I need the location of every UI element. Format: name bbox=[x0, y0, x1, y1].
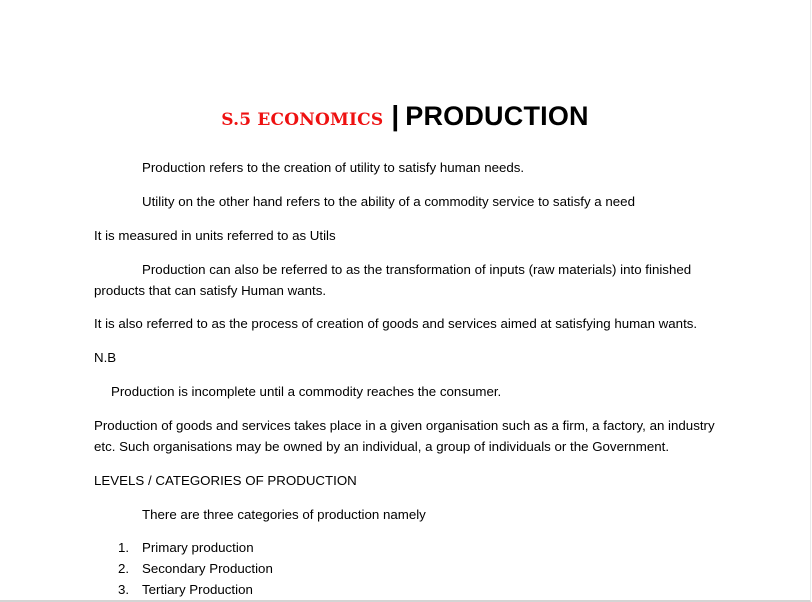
nb-text: Production is incomplete until a commodity reaches the consumer. bbox=[111, 384, 502, 399]
list-item-number: 2. bbox=[118, 561, 130, 576]
paragraph-transformation-line2: products that can satisfy Human wants. bbox=[94, 283, 327, 298]
list-item-number: 1. bbox=[118, 540, 130, 555]
paragraph-organisation-line2: etc. Such organisations may be owned by an individual, a group of individuals or the Government. bbox=[94, 439, 670, 454]
paragraph-categories-intro: There are three categories of production namely bbox=[142, 507, 426, 522]
title-separator: | bbox=[391, 100, 400, 131]
paragraph-utils: It is measured in units referred to as Utils bbox=[94, 228, 336, 243]
list-item-text: Secondary Production bbox=[142, 561, 273, 576]
paragraph-definition: Production refers to the creation of utility to satisfy human needs. bbox=[142, 160, 525, 175]
page-title bbox=[0, 100, 810, 132]
list-item-number: 3. bbox=[118, 582, 130, 597]
paragraph-organisation-line1: Production of goods and services takes place in a given organisation such as a firm, a factory, an industry bbox=[94, 418, 715, 433]
paragraph-process: It is also referred to as the process of creation of goods and services aimed at satisfying human wants. bbox=[94, 316, 698, 331]
subject-label: S.5 ECONOMICS bbox=[221, 110, 384, 130]
section-heading: LEVELS / CATEGORIES OF PRODUCTION bbox=[94, 473, 357, 488]
nb-label: N.B bbox=[94, 350, 117, 365]
list-item-text: Primary production bbox=[142, 540, 254, 555]
list-item-text: Tertiary Production bbox=[142, 582, 253, 597]
paragraph-utility: Utility on the other hand refers to the ability of a commodity service to satisfy a need bbox=[142, 194, 635, 209]
paragraph-transformation-line1: Production can also be referred to as the transformation of inputs (raw materials) into finished bbox=[142, 262, 692, 277]
topic-title: PRODUCTION bbox=[405, 101, 589, 131]
